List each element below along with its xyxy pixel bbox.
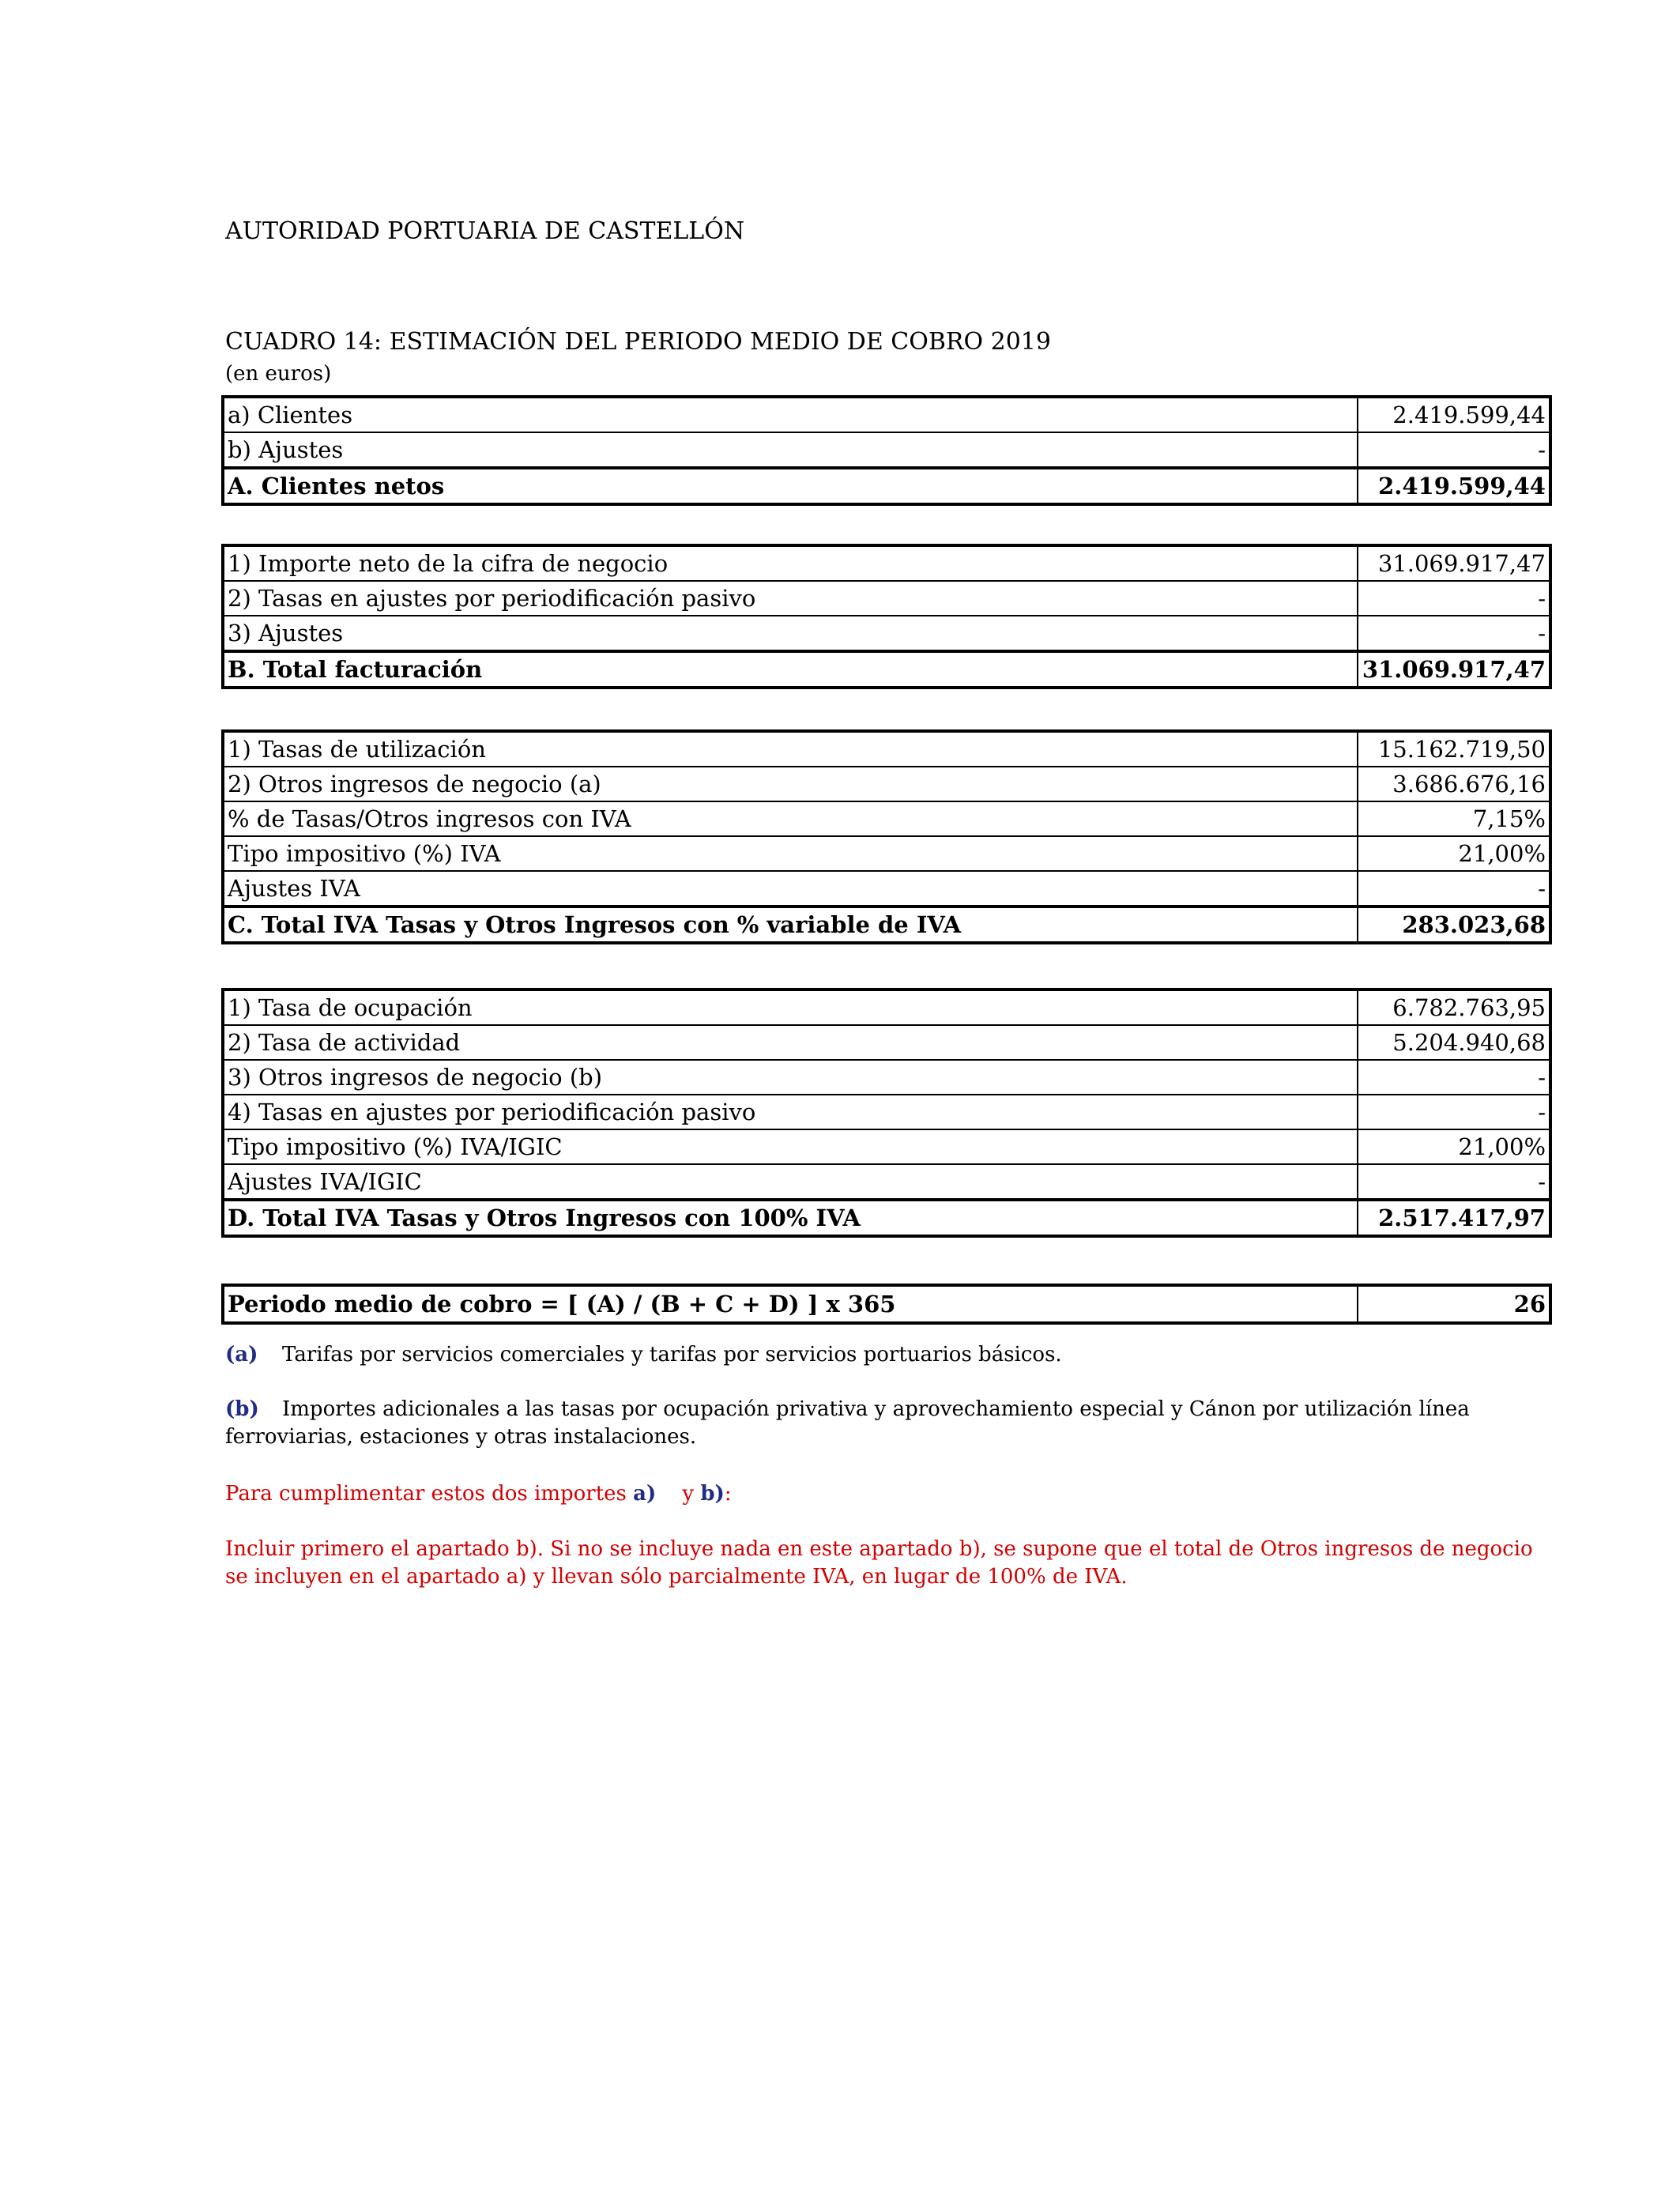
table-row xyxy=(223,1164,1550,1200)
table-facturacion xyxy=(221,544,1552,689)
row-label: 1) Tasas de utilización xyxy=(223,731,1358,767)
row-value: 5.204.940,68 xyxy=(1358,1025,1550,1060)
footnote-b xyxy=(225,1396,1553,1451)
table-periodo-medio xyxy=(221,1284,1552,1325)
table-row xyxy=(223,767,1550,801)
table-row xyxy=(223,731,1550,767)
row-label: Tipo impositivo (%) IVA/IGIC xyxy=(223,1129,1358,1164)
row-value: - xyxy=(1358,871,1550,907)
table-row xyxy=(223,545,1550,581)
row-label: a) Clientes xyxy=(223,397,1358,432)
table-row xyxy=(223,990,1550,1025)
row-label: 2) Otros ingresos de negocio (a) xyxy=(223,767,1358,801)
total-row-c xyxy=(223,907,1550,943)
table-row xyxy=(223,1129,1550,1164)
units-label: (en euros) xyxy=(225,362,332,386)
result-row xyxy=(223,1285,1550,1323)
instructions-heading xyxy=(225,1480,1553,1508)
total-label: B. Total facturación xyxy=(223,651,1358,688)
instructions-conj: y xyxy=(682,1482,695,1506)
instructions-prefix: Para cumplimentar estos dos importes xyxy=(225,1482,627,1506)
row-value: 31.069.917,47 xyxy=(1358,545,1550,581)
instructions-body: Incluir primero el apartado b). Si no se incluye nada en este apartado b), se supone que el total de Otros ingresos de negocio se incluyen en el apartado a) y llevan sólo parcialmente IVA, en lugar de 100% de IVA. xyxy=(225,1537,1533,1589)
row-label: 3) Ajustes xyxy=(223,616,1358,651)
table-row xyxy=(223,1060,1550,1095)
row-value: - xyxy=(1358,1164,1550,1200)
table-row xyxy=(223,871,1550,907)
row-label: 3) Otros ingresos de negocio (b) xyxy=(223,1060,1358,1095)
table-row xyxy=(223,1025,1550,1060)
formula-label: Periodo medio de cobro = [ (A) / (B + C + D) ] x 365 xyxy=(223,1285,1358,1323)
total-label: D. Total IVA Tasas y Otros Ingresos con 100% IVA xyxy=(223,1200,1358,1236)
table-row xyxy=(223,397,1550,432)
row-value: - xyxy=(1358,616,1550,651)
row-label: 1) Tasa de ocupación xyxy=(223,990,1358,1025)
row-label: 2) Tasas en ajustes por periodificación pasivo xyxy=(223,581,1358,616)
footnote-key: (b) xyxy=(225,1397,259,1421)
table-row xyxy=(223,836,1550,871)
table-clientes xyxy=(221,395,1552,506)
table-row xyxy=(223,1095,1550,1129)
instructions-key-b: b) xyxy=(700,1482,725,1506)
row-value: 21,00% xyxy=(1358,836,1550,871)
table-iva-variable xyxy=(221,729,1552,944)
row-label: Ajustes IVA xyxy=(223,871,1358,907)
total-row-d xyxy=(223,1200,1550,1236)
row-value: - xyxy=(1358,1060,1550,1095)
total-row-a xyxy=(223,468,1550,504)
table-row xyxy=(223,616,1550,651)
total-value: 2.517.417,97 xyxy=(1358,1200,1550,1236)
row-value: - xyxy=(1358,581,1550,616)
total-label: C. Total IVA Tasas y Otros Ingresos con % variable de IVA xyxy=(223,907,1358,943)
table-row xyxy=(223,801,1550,836)
row-value: 21,00% xyxy=(1358,1129,1550,1164)
row-value: 6.782.763,95 xyxy=(1358,990,1550,1025)
row-label: Tipo impositivo (%) IVA xyxy=(223,836,1358,871)
row-label: 4) Tasas en ajustes por periodificación pasivo xyxy=(223,1095,1358,1129)
table-row xyxy=(223,432,1550,468)
total-value: 31.069.917,47 xyxy=(1358,651,1550,688)
total-label: A. Clientes netos xyxy=(223,468,1358,504)
row-label: b) Ajustes xyxy=(223,432,1358,468)
result-value: 26 xyxy=(1358,1285,1550,1323)
footnote-text: Importes adicionales a las tasas por ocupación privativa y aprovechamiento especial y Cánon por utilización línea ferroviarias, estaciones y otras instalaciones. xyxy=(225,1397,1470,1449)
footnote-key: (a) xyxy=(225,1343,258,1367)
row-label: % de Tasas/Otros ingresos con IVA xyxy=(223,801,1358,836)
row-value: 15.162.719,50 xyxy=(1358,731,1550,767)
row-value: 3.686.676,16 xyxy=(1358,767,1550,801)
row-label: Ajustes IVA/IGIC xyxy=(223,1164,1358,1200)
instructions-suffix: : xyxy=(724,1482,732,1506)
table-row xyxy=(223,581,1550,616)
row-label: 1) Importe neto de la cifra de negocio xyxy=(223,545,1358,581)
instructions-key-a: a) xyxy=(633,1482,657,1506)
table-title: CUADRO 14: ESTIMACIÓN DEL PERIODO MEDIO DE COBRO 2019 xyxy=(225,328,1051,356)
footnote-text: Tarifas por servicios comerciales y tarifas por servicios portuarios básicos. xyxy=(282,1343,1062,1367)
row-value: 2.419.599,44 xyxy=(1358,397,1550,432)
total-value: 2.419.599,44 xyxy=(1358,468,1550,504)
total-value: 283.023,68 xyxy=(1358,907,1550,943)
organization-title: AUTORIDAD PORTUARIA DE CASTELLÓN xyxy=(225,217,745,245)
footnote-a xyxy=(225,1341,1553,1369)
table-iva-100 xyxy=(221,988,1552,1238)
row-value: 7,15% xyxy=(1358,801,1550,836)
row-value: - xyxy=(1358,1095,1550,1129)
row-label: 2) Tasa de actividad xyxy=(223,1025,1358,1060)
row-value: - xyxy=(1358,432,1550,468)
total-row-b xyxy=(223,651,1550,688)
